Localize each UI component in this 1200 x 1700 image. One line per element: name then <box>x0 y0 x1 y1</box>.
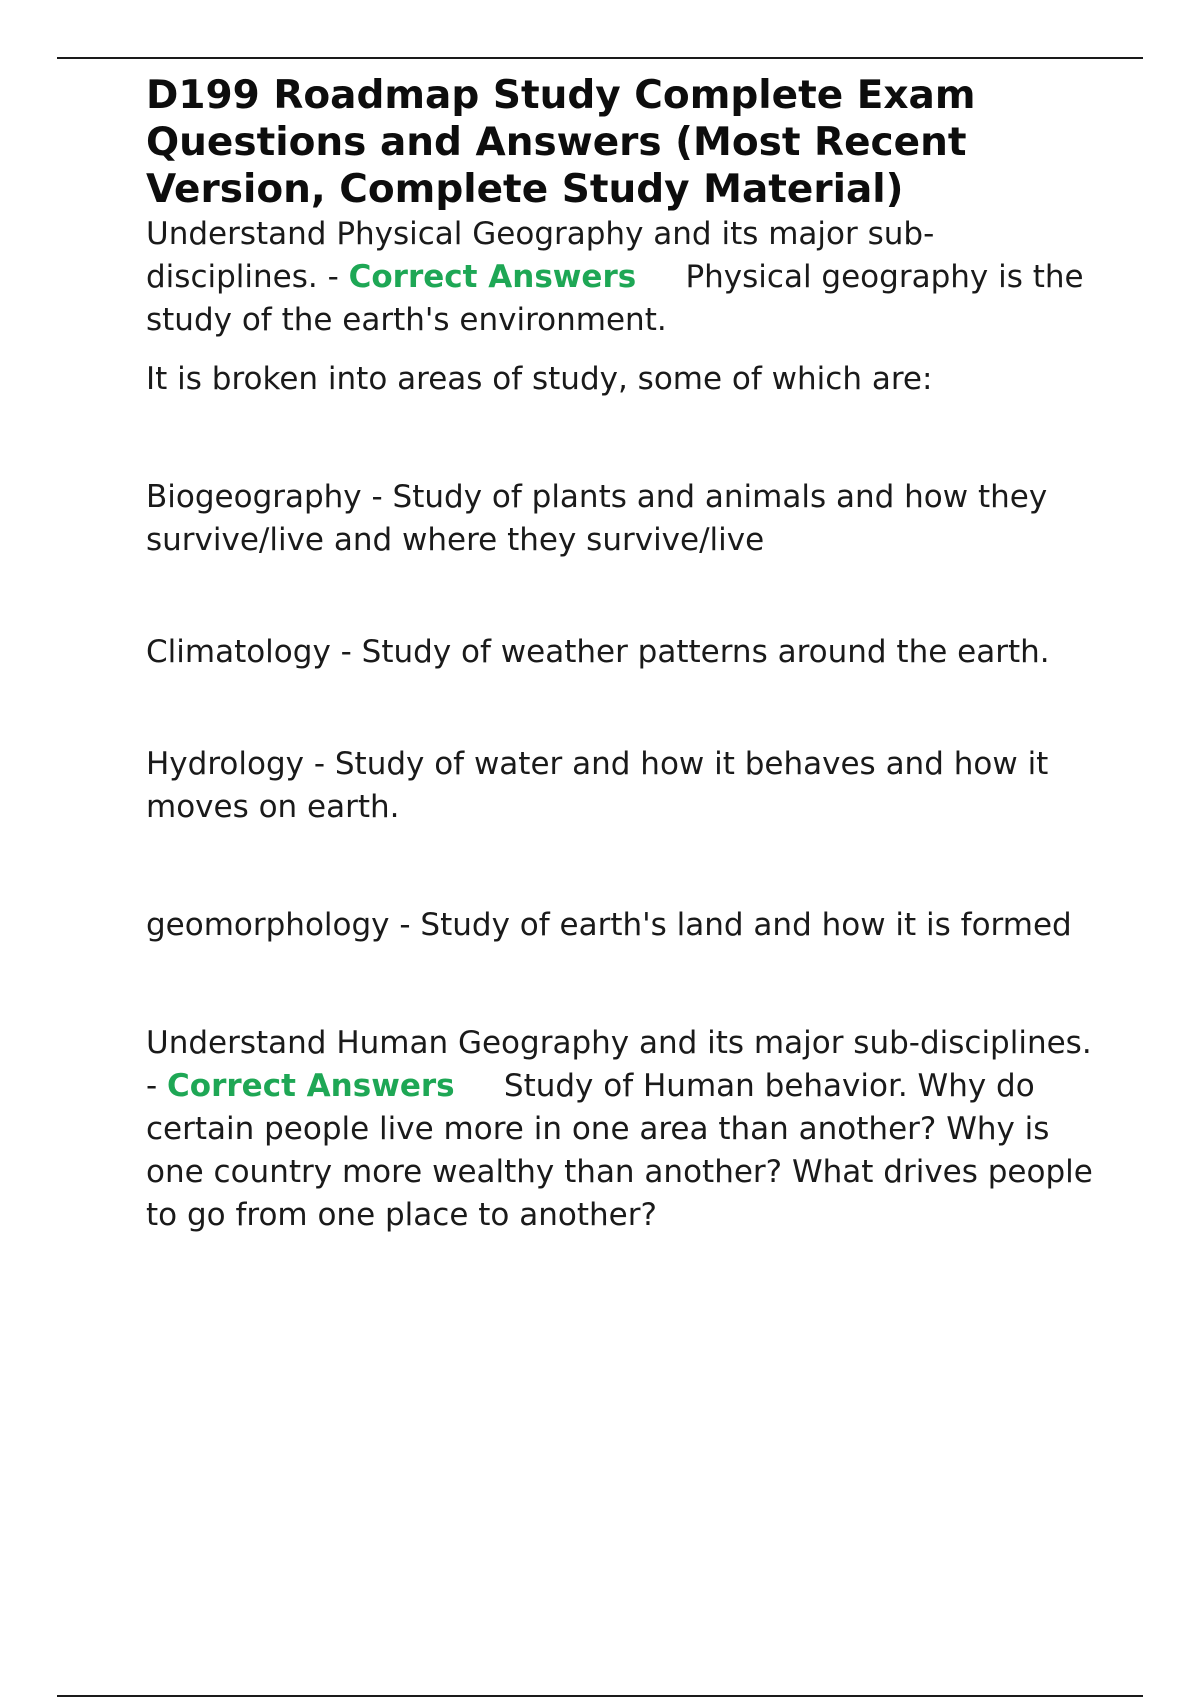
document-title: D199 Roadmap Study Complete Exam Questions and Answers (Most Recent Version, Complete Study Material) <box>146 73 976 212</box>
document-body <box>146 72 1096 1237</box>
list-item: Climatology - Study of weather patterns around the earth. <box>146 634 1050 670</box>
correct-answers-label: Correct Answers <box>167 1068 455 1104</box>
question-1 <box>146 213 1096 342</box>
answer-1-intro: It is broken into areas of study, some of which are: <box>146 361 933 397</box>
answer-1-text: Physical geography is the study of the earth's environment. <box>146 259 1084 338</box>
answer-2-text: Study of Human behavior. Why do certain people live more in one area than another? Why is one country more wealthy than another? What drives people to go from one place to another? <box>146 1068 1093 1233</box>
list-item: Biogeography - Study of plants and animals and how they survive/live and where they survive/live <box>146 479 1048 558</box>
list-item: Hydrology - Study of water and how it behaves and how it moves on earth. <box>146 746 1049 825</box>
list-item: geomorphology - Study of earth's land and how it is formed <box>146 907 1072 943</box>
correct-answers-label: Correct Answers <box>348 259 637 295</box>
question-1-text: Understand Physical Geography and its major sub-disciplines. - <box>146 216 935 295</box>
bottom-rule <box>57 1695 1143 1697</box>
question-2-text: Understand Human Geography and its major sub-disciplines. - <box>146 1025 1092 1104</box>
top-rule <box>57 57 1143 59</box>
question-2 <box>146 1022 1096 1237</box>
